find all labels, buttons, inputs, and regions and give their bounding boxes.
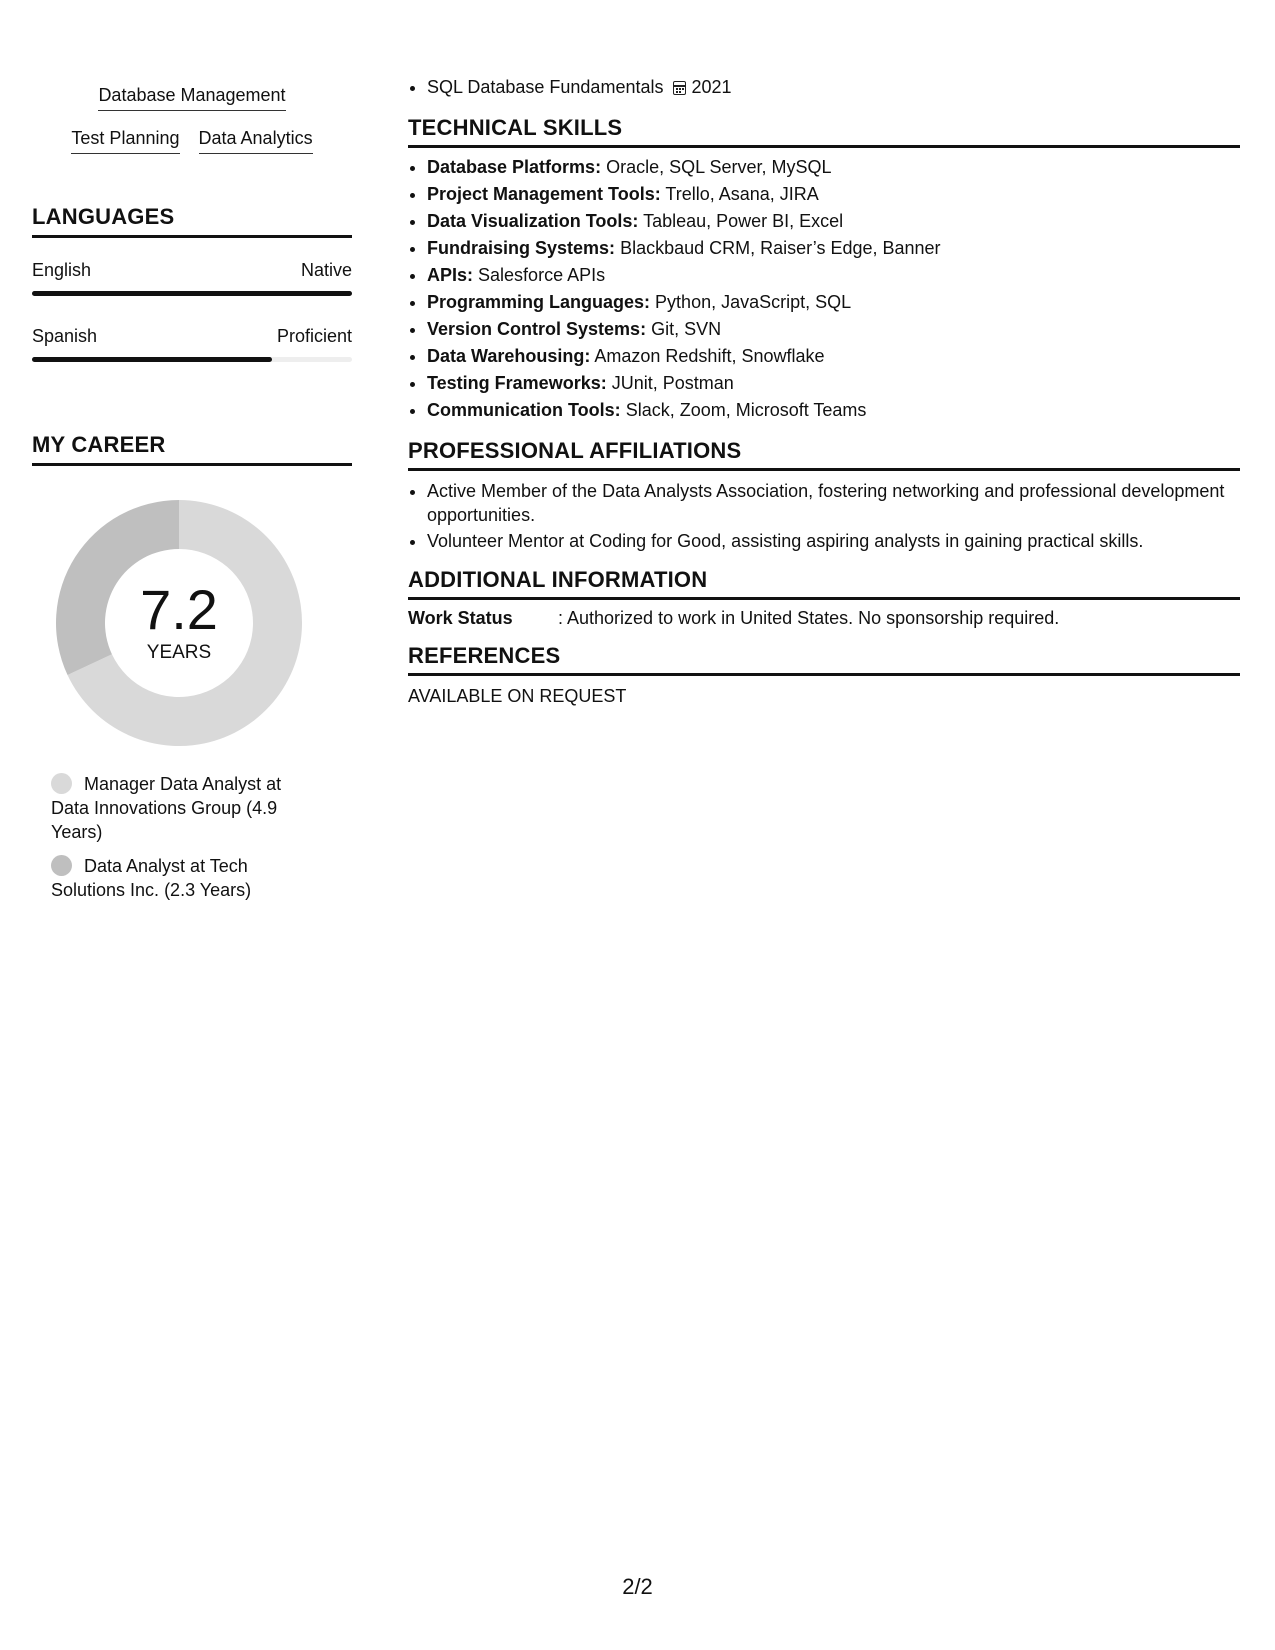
sidebar — [32, 82, 352, 912]
skill-item — [427, 370, 1240, 397]
language-level: Native — [300, 260, 352, 280]
skill-label: Data Visualization Tools: — [427, 211, 639, 231]
affiliations-heading: PROFESSIONAL AFFILIATIONS — [408, 438, 1240, 471]
language-bar-fill — [32, 291, 352, 296]
skill-item — [427, 316, 1240, 343]
career-donut-chart — [56, 500, 302, 746]
certifications-list — [408, 74, 1240, 101]
main-content — [408, 74, 1240, 707]
language-item — [32, 260, 352, 296]
affiliation-item: • Volunteer Mentor at Coding for Good, assisting aspiring analysts in gaining practical skills. — [427, 529, 1240, 553]
skill-value: Git, SVN — [651, 319, 722, 339]
skill-item — [427, 235, 1240, 262]
career-heading: MY CAREER — [32, 432, 352, 466]
work-status-row — [408, 608, 1240, 629]
tag-row — [32, 82, 352, 111]
skill-label: Data Warehousing: — [427, 346, 591, 366]
language-bar-fill — [32, 357, 272, 362]
language-name: English — [32, 260, 92, 280]
skill-label: Version Control Systems: — [427, 319, 647, 339]
references-heading: REFERENCES — [408, 643, 1240, 676]
skill-item — [427, 343, 1240, 370]
certification-item — [427, 74, 1240, 101]
languages-section — [32, 204, 352, 362]
certification-name: SQL Database Fundamentals — [427, 77, 664, 97]
skill-item — [427, 181, 1240, 208]
skill-label: Project Management Tools: — [427, 184, 661, 204]
skill-label: Database Platforms: — [427, 157, 602, 177]
affiliation-item: • Active Member of the Data Analysts Association, fostering networking and professional development opportunities. — [427, 479, 1240, 527]
language-bar — [32, 291, 352, 296]
work-status-value: : Authorized to work in United States. No sponsorship required. — [558, 608, 1060, 628]
skill-value: Amazon Redshift, Snowflake — [594, 346, 825, 366]
skill-value: Python, JavaScript, SQL — [655, 292, 852, 312]
legend-item — [51, 772, 311, 844]
skill-item — [427, 154, 1240, 181]
skill-value: Oracle, SQL Server, MySQL — [606, 157, 832, 177]
skill-tag: Database Management — [98, 82, 285, 111]
language-level: Proficient — [276, 326, 352, 346]
technical-skills-list — [408, 154, 1240, 424]
tag-row — [32, 125, 352, 154]
skill-label: Testing Frameworks: — [427, 373, 607, 393]
skill-item — [427, 289, 1240, 316]
skill-value: Salesforce APIs — [478, 265, 606, 285]
skill-value: Slack, Zoom, Microsoft Teams — [625, 400, 867, 420]
skill-value: Tableau, Power BI, Excel — [643, 211, 844, 231]
legend-dot — [51, 855, 72, 876]
career-legend — [51, 772, 311, 902]
legend-item — [51, 854, 311, 902]
skill-label: Programming Languages: — [427, 292, 651, 312]
skill-label: Communication Tools: — [427, 400, 621, 420]
skill-value: Blackbaud CRM, Raiser’s Edge, Banner — [620, 238, 941, 258]
skill-value: Trello, Asana, JIRA — [665, 184, 819, 204]
career-section — [32, 432, 352, 902]
skill-label: Fundraising Systems: — [427, 238, 616, 258]
skill-item — [427, 397, 1240, 424]
calendar-icon — [673, 81, 686, 95]
skill-tag: Test Planning — [71, 125, 179, 154]
skill-item — [427, 262, 1240, 289]
skill-label: APIs: — [427, 265, 474, 285]
work-status-label: Work Status — [408, 608, 513, 628]
legend-label: Manager Data Analyst at Data Innovations Group (4.9 Years) — [51, 774, 282, 842]
legend-dot — [51, 773, 72, 794]
affiliations-list — [408, 479, 1240, 553]
language-bar — [32, 357, 352, 362]
language-name: Spanish — [32, 326, 98, 346]
donut-center — [56, 578, 302, 664]
skill-item — [427, 208, 1240, 235]
skill-tags — [32, 82, 352, 154]
languages-heading: LANGUAGES — [32, 204, 352, 238]
language-item — [32, 326, 352, 362]
career-total-value: 7.2 — [140, 578, 218, 641]
legend-label: Data Analyst at Tech Solutions Inc. (2.3 Years) — [51, 856, 252, 900]
technical-skills-heading: TECHNICAL SKILLS — [408, 115, 1240, 148]
certification-year: 2021 — [691, 77, 732, 97]
additional-info-heading: ADDITIONAL INFORMATION — [408, 567, 1240, 600]
skill-value: JUnit, Postman — [611, 373, 734, 393]
references-text: AVAILABLE ON REQUEST — [408, 686, 627, 706]
career-total-unit: YEARS — [146, 642, 212, 663]
skill-tag: Data Analytics — [199, 125, 313, 154]
page-number: 2/2 — [622, 1574, 653, 1599]
